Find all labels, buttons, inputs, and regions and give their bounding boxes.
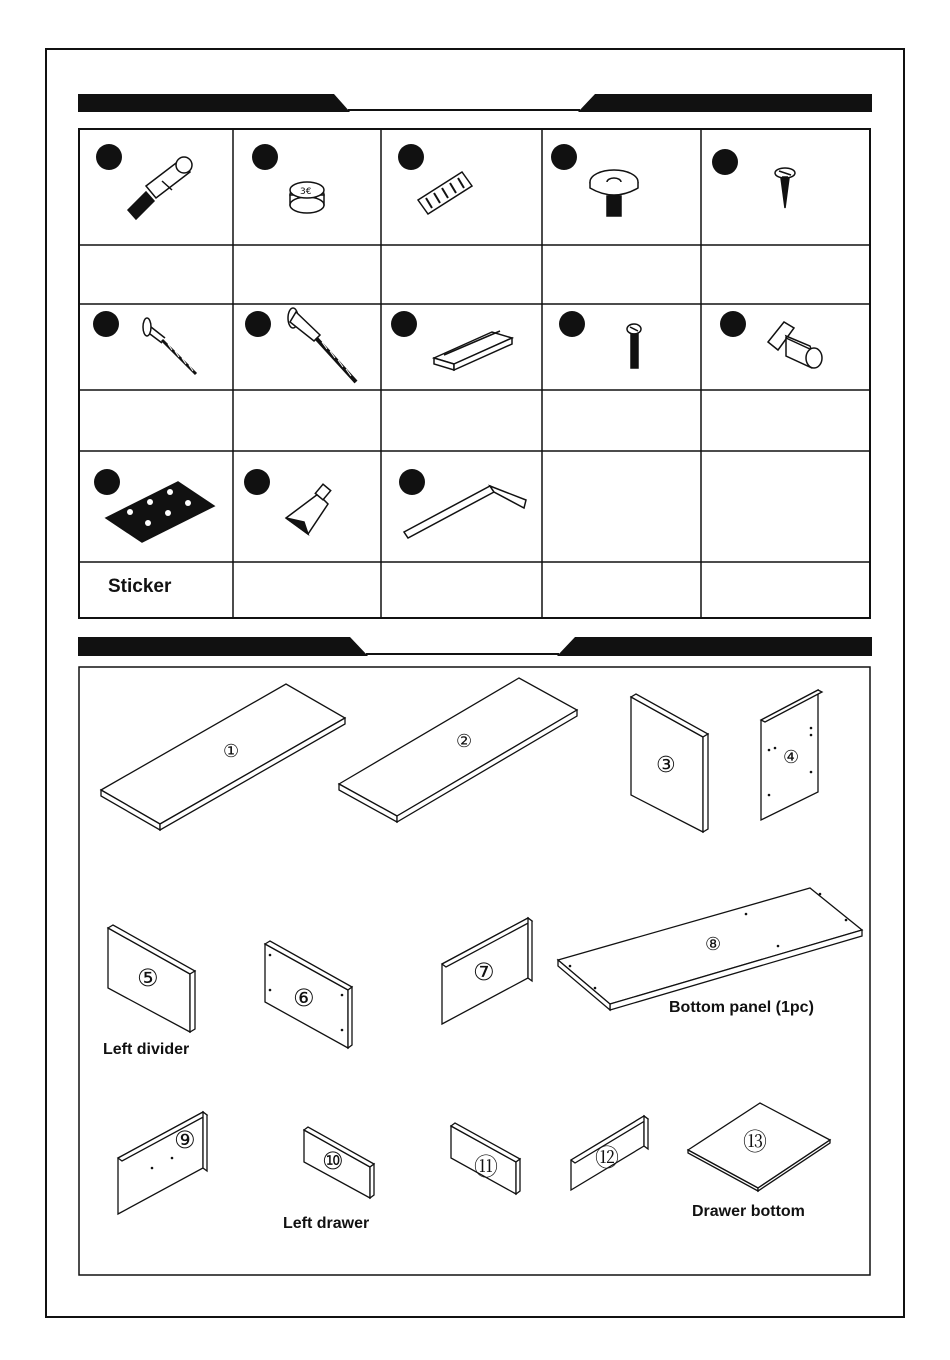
- svg-text:3€: 3€: [300, 187, 312, 197]
- label-left-drawer: Left drawer: [283, 1215, 370, 1232]
- part-number-9: ⑨: [174, 1126, 196, 1154]
- part-number-7: ⑦: [473, 958, 495, 986]
- part-number-12: ⑫: [595, 1144, 619, 1172]
- part-number-5: ⑤: [137, 964, 159, 992]
- part-number-13: ⑬: [743, 1128, 767, 1156]
- part-number-10: ⑩: [322, 1147, 344, 1175]
- part-number-6: ⑥: [293, 984, 315, 1012]
- hardware-label-sticker: Sticker: [108, 576, 172, 597]
- part-number-4: ④: [783, 747, 800, 768]
- label-left-divider: Left divider: [103, 1041, 190, 1058]
- part-number-2: ②: [456, 731, 473, 752]
- part-number-3: ③: [656, 753, 676, 778]
- part-number-11: ⑪: [474, 1153, 498, 1181]
- part-number-8: ⑧: [705, 934, 722, 955]
- label-bottom-panel: Bottom panel (1pc): [669, 999, 814, 1016]
- label-drawer-bottom: Drawer bottom: [692, 1203, 805, 1220]
- part-number-1: ①: [223, 741, 240, 762]
